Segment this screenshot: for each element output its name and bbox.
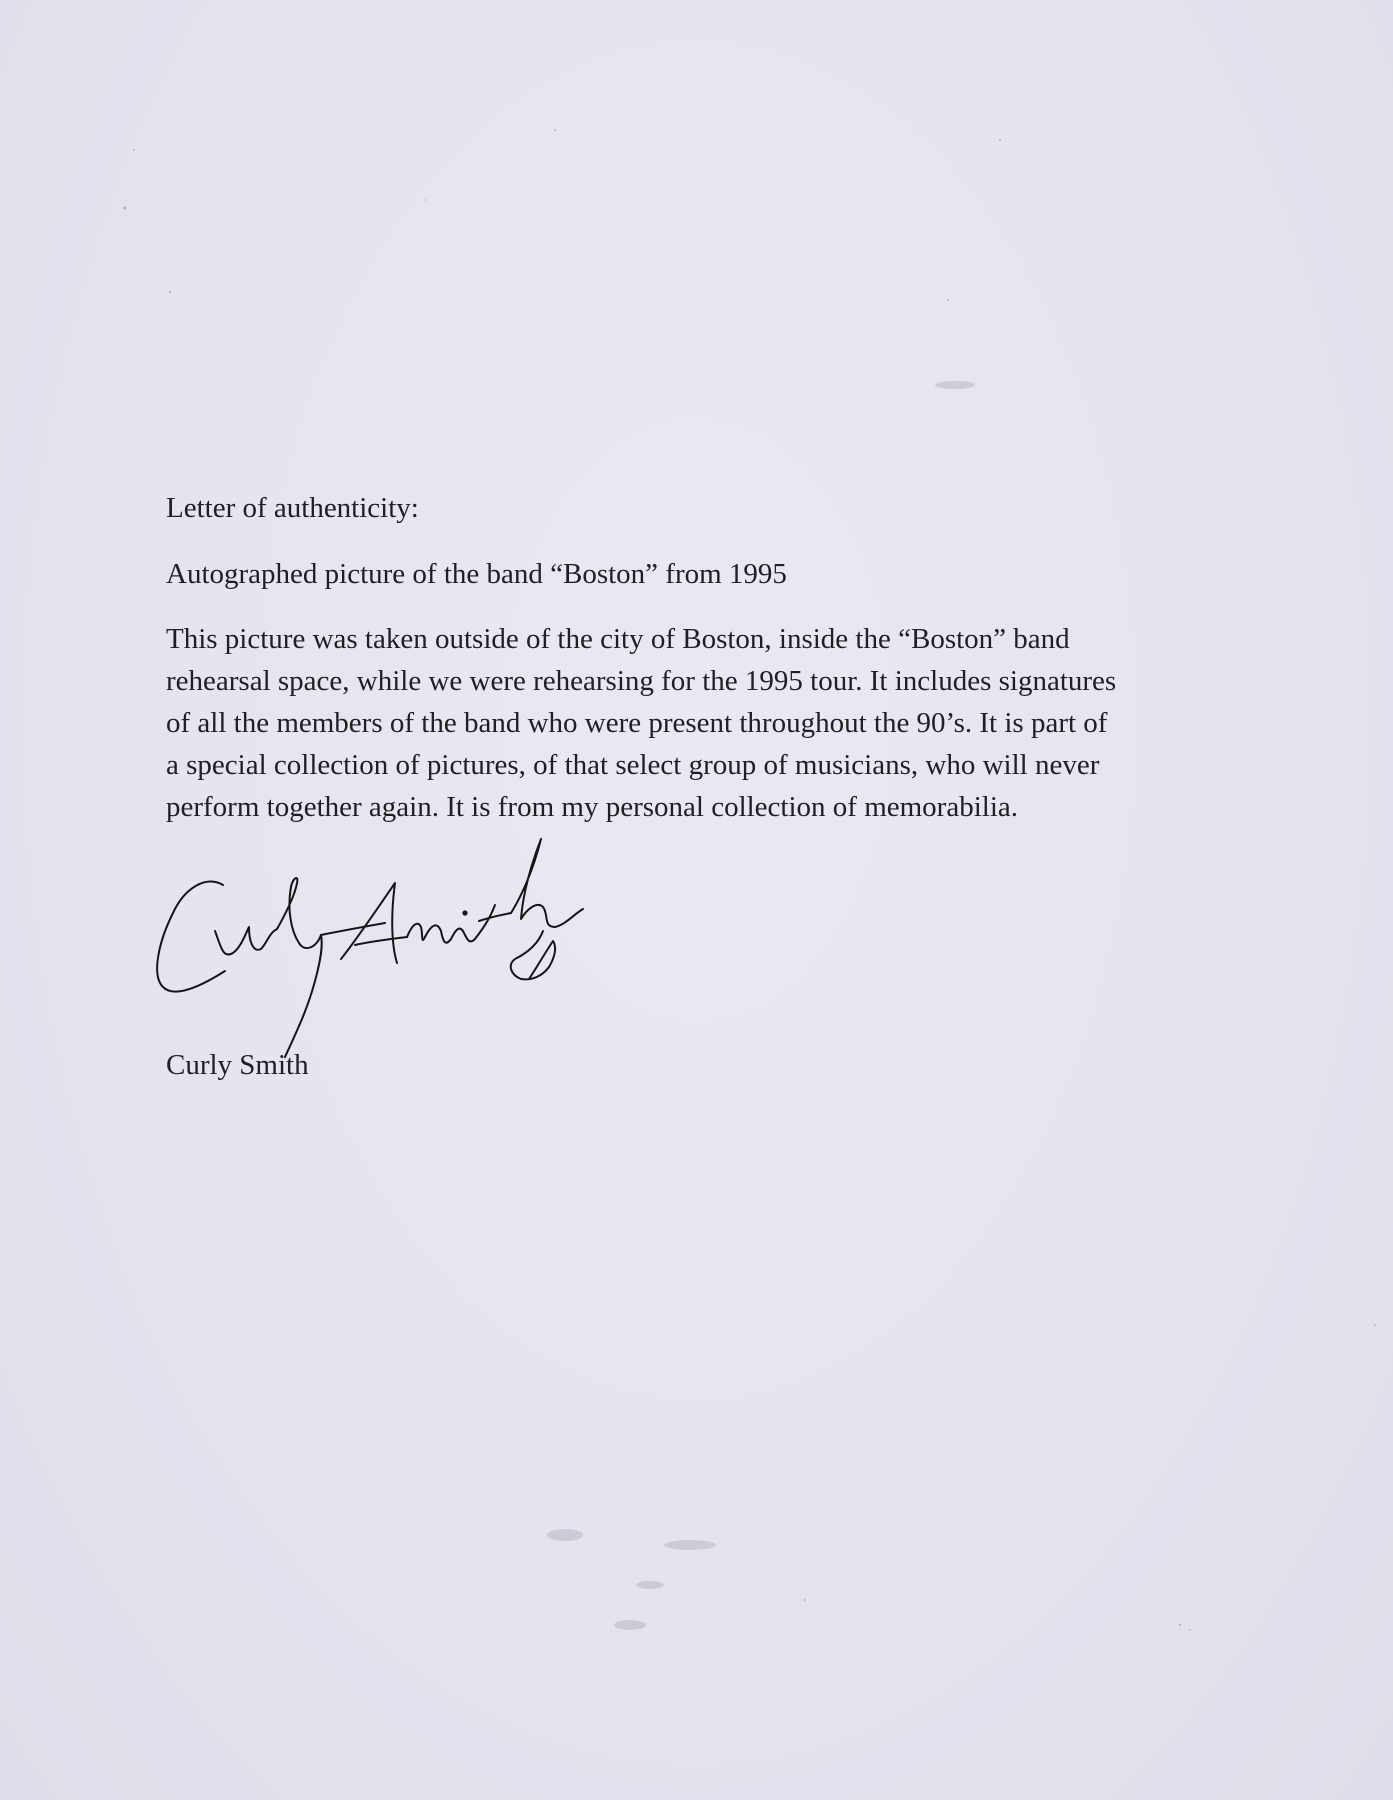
- letter-content: [166, 488, 1246, 823]
- letter-subject: Autographed picture of the band “Boston” from 1995: [166, 558, 787, 590]
- letter-body-line: rehearsal space, while we were rehearsing for the 1995 tour. It includes signatures: [166, 665, 1117, 697]
- letter-body-line: This picture was taken outside of the city of Boston, inside the “Boston” band: [166, 623, 1070, 655]
- handwritten-signature: [145, 835, 725, 1065]
- letter-body-line: a special collection of pictures, of that select group of musicians, who will never: [166, 749, 1100, 781]
- letter-body: [166, 618, 1246, 828]
- letter-heading: Letter of authenticity:: [166, 492, 419, 524]
- letter-body-line: perform together again. It is from my personal collection of memorabilia.: [166, 791, 1019, 823]
- letter-body-line: of all the members of the band who were present throughout the 90’s. It is part of: [166, 707, 1108, 739]
- signer-name: Curly Smith: [166, 1049, 309, 1081]
